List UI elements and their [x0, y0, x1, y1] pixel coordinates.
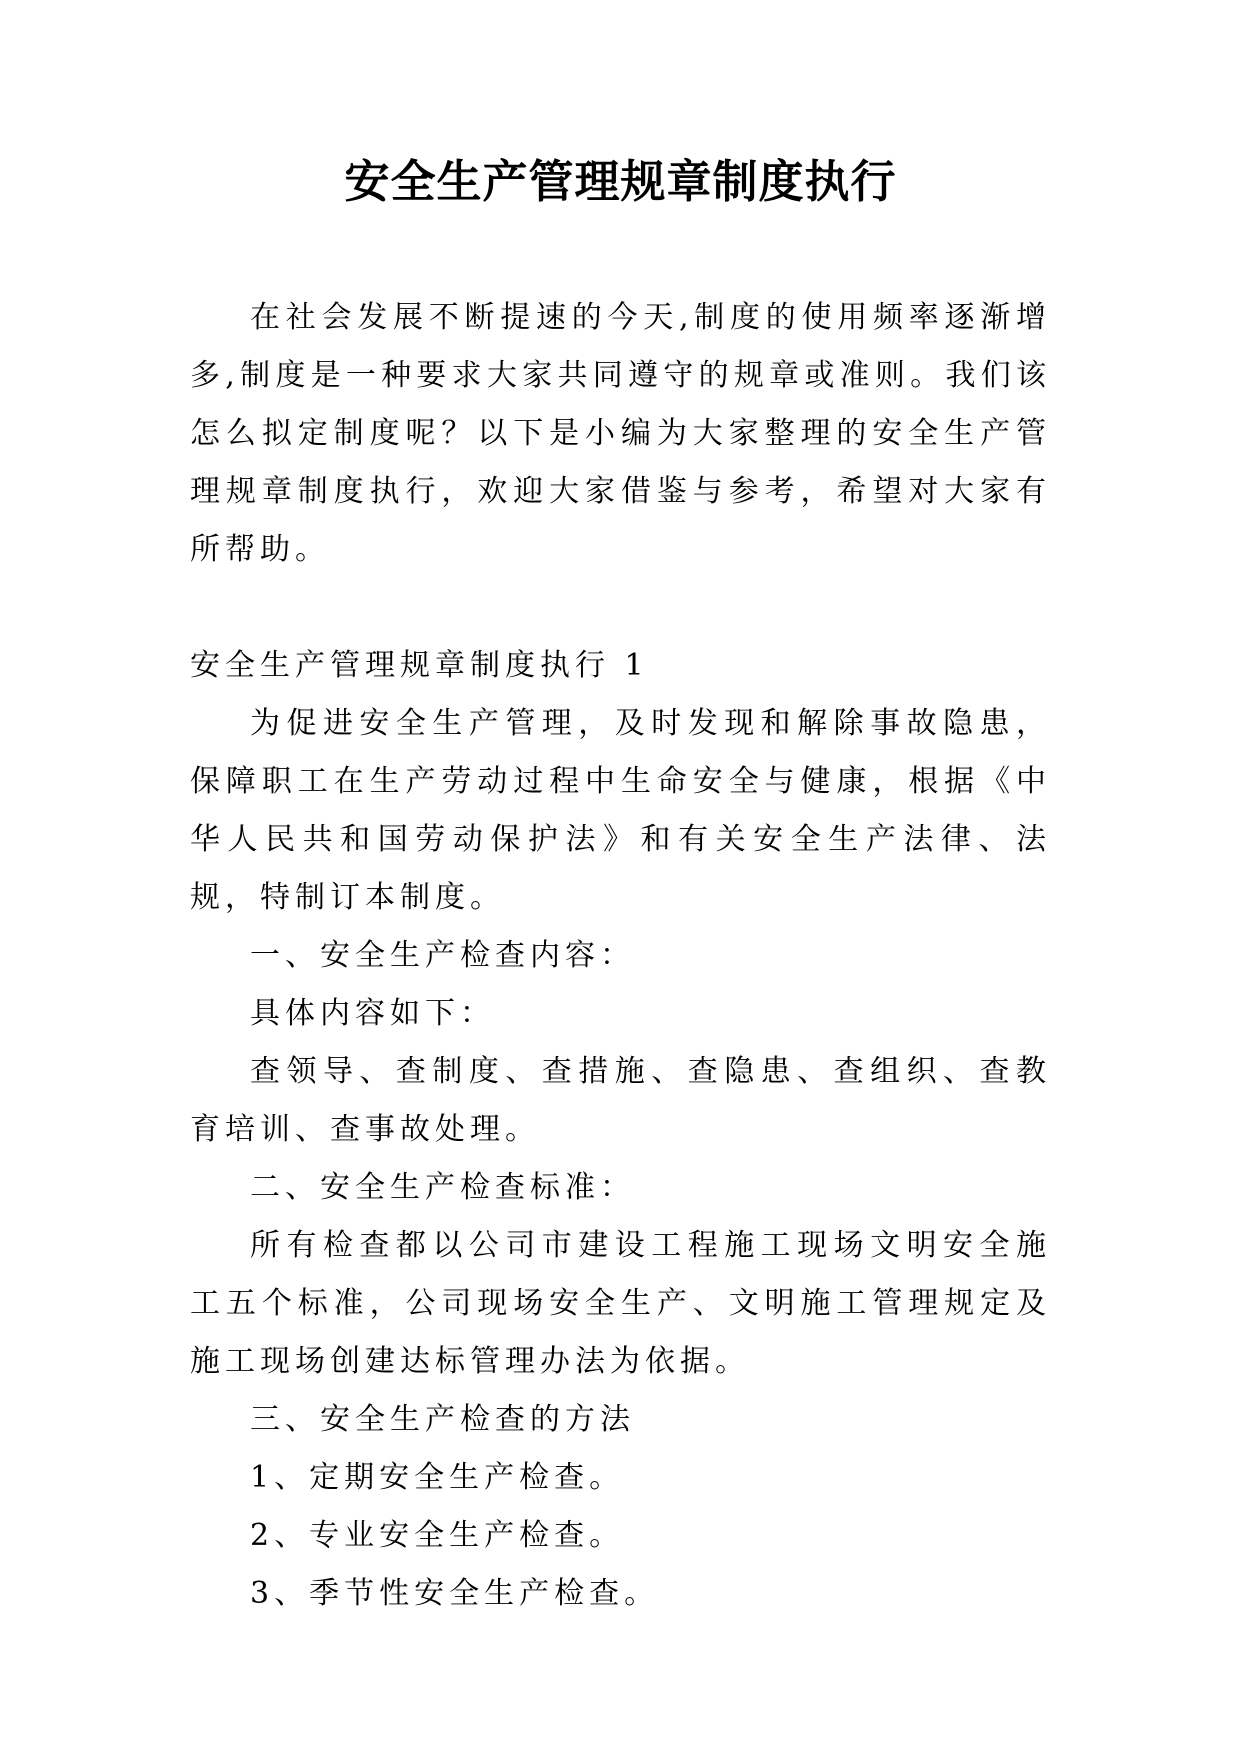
heading-inspection-content: 一、安全生产检查内容： [250, 938, 635, 973]
body-paragraph-purpose: 为促进安全生产管理，及时发现和解除事故隐患，保障职工在生产劳动过程中生命安全与健康，根据《中华人民共和国劳动保护法》和有关安全生产法律、法规，特制订本制度。 [190, 706, 1051, 915]
list-item-seasonal-inspection: 3、季节性安全生产检查。 [250, 1576, 660, 1611]
heading-inspection-standard: 二、安全生产检查标准： [250, 1170, 635, 1205]
body-paragraph-standard-basis: 所有检查都以公司市建设工程施工现场文明安全施工五个标准，公司现场安全生产、文明施工管理规定及施工现场创建达标管理办法为依据。 [190, 1228, 1051, 1379]
list-item-periodic-inspection: 1、定期安全生产检查。 [250, 1460, 625, 1495]
heading-inspection-method: 三、安全生产检查的方法 [250, 1402, 635, 1437]
section-title: 安全生产管理规章制度执行 1 [190, 648, 649, 683]
document-body [190, 289, 1051, 1623]
body-paragraph-details-intro: 具体内容如下： [250, 996, 495, 1031]
body-paragraph-inspection-items: 查领导、查制度、查措施、查隐患、查组织、查教育培训、查事故处理。 [190, 1054, 1051, 1147]
document-title: 安全生产管理规章制度执行 [344, 155, 897, 208]
intro-paragraph: 在社会发展不断提速的今天,制度的使用频率逐渐增多,制度是一种要求大家共同遵守的规章或准则。我们该怎么拟定制度呢？以下是小编为大家整理的安全生产管理规章制度执行，欢迎大家借鉴与参考，希望对大家有所帮助。 [190, 300, 1051, 567]
list-item-professional-inspection: 2、专业安全生产检查。 [250, 1518, 625, 1553]
